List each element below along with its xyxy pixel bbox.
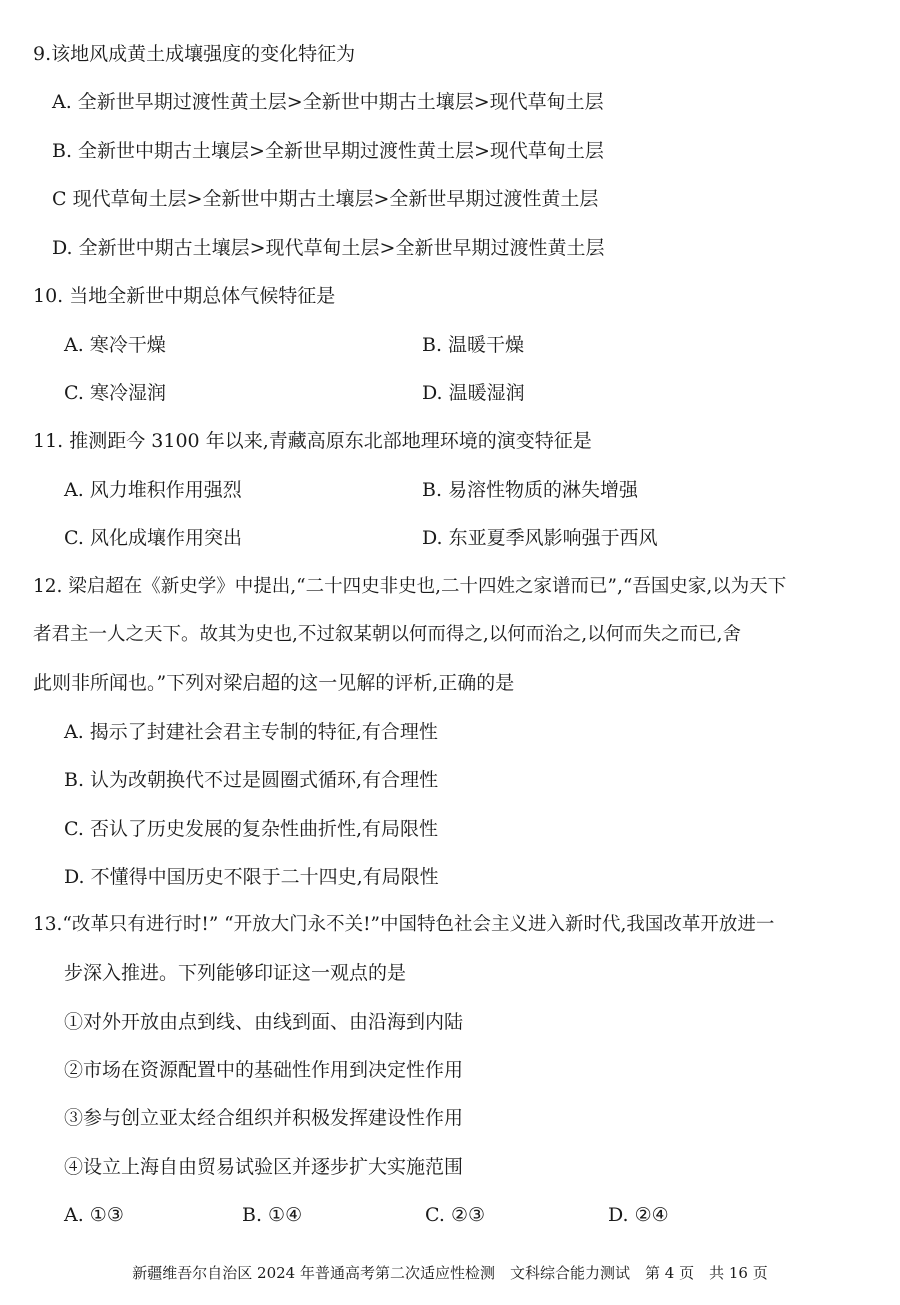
question-10-stem: 10. 当地全新世中期总体气候特征是 bbox=[33, 285, 336, 307]
q13-statement-3: ③参与创立亚太经合组织并积极发挥建设性作用 bbox=[64, 1107, 464, 1129]
q12-option-b: B. 认为改朝换代不过是圆圈式循环,有合理性 bbox=[64, 769, 439, 791]
q13-statement-4: ④设立上海自由贸易试验区并逐步扩大实施范围 bbox=[64, 1156, 464, 1178]
q11-option-b: B. 易溶性物质的淋失增强 bbox=[422, 479, 639, 501]
q10-option-c: C. 寒冷湿润 bbox=[64, 382, 166, 404]
q9-option-a: A. 全新世早期过渡性黄土层>全新世中期古土壤层>现代草甸土层 bbox=[52, 91, 604, 113]
q10-option-b: B. 温暖干燥 bbox=[422, 334, 525, 356]
q13-statement-1: ①对外开放由点到线、由线到面、由沿海到内陆 bbox=[64, 1011, 464, 1033]
q10-option-a: A. 寒冷干燥 bbox=[64, 334, 166, 356]
q12-option-a: A. 揭示了封建社会君主专制的特征,有合理性 bbox=[64, 721, 438, 743]
question-12-stem-line-1: 12. 梁启超在《新史学》中提出,“二十四史非史也,二十四姓之家谱而已”,“吾国史家,以为天下 bbox=[33, 576, 787, 597]
question-13-stem-line-2: 步深入推进。下列能够印证这一观点的是 bbox=[64, 962, 407, 984]
q11-option-a: A. 风力堆积作用强烈 bbox=[64, 479, 242, 501]
q13-statement-2: ②市场在资源配置中的基础性作用到决定性作用 bbox=[64, 1059, 464, 1081]
q9-option-c: C 现代草甸土层>全新世中期古土壤层>全新世早期过渡性黄土层 bbox=[52, 188, 599, 210]
question-13-stem-line-1: 13.“改革只有进行时!” “开放大门永不关!”中国特色社会主义进入新时代,我国改革开放进一 bbox=[33, 914, 775, 935]
question-12-stem-line-3: 此则非所闻也。”下列对梁启超的这一见解的评析,正确的是 bbox=[33, 672, 515, 694]
q13-option-b: B. ①④ bbox=[242, 1204, 303, 1226]
q13-option-c: C. ②③ bbox=[425, 1204, 486, 1226]
q11-option-c: C. 风化成壤作用突出 bbox=[64, 527, 242, 549]
question-9-stem: 9.该地风成黄土成壤强度的变化特征为 bbox=[33, 43, 356, 65]
q13-option-d: D. ②④ bbox=[608, 1204, 669, 1226]
question-11-stem: 11. 推测距今 3100 年以来,青藏高原东北部地理环境的演变特征是 bbox=[33, 430, 592, 452]
page-footer: 新疆维吾尔自治区 2024 年普通高考第二次适应性检测 文科综合能力测试 第 4 页 共 16 页 bbox=[132, 1264, 768, 1282]
q9-option-d: D. 全新世中期古土壤层>现代草甸土层>全新世早期过渡性黄土层 bbox=[52, 237, 605, 259]
q12-option-d: D. 不懂得中国历史不限于二十四史,有局限性 bbox=[64, 866, 439, 888]
question-12-stem-line-2: 者君主一人之天下。故其为史也,不过叙某朝以何而得之,以何而治之,以何而失之而已,舍 bbox=[33, 624, 742, 645]
q9-option-b: B. 全新世中期古土壤层>全新世早期过渡性黄土层>现代草甸土层 bbox=[52, 140, 604, 162]
q10-option-d: D. 温暖湿润 bbox=[422, 382, 525, 404]
q13-option-a: A. ①③ bbox=[64, 1204, 124, 1226]
q11-option-d: D. 东亚夏季风影响强于西风 bbox=[422, 527, 658, 549]
q12-option-c: C. 否认了历史发展的复杂性曲折性,有局限性 bbox=[64, 818, 438, 840]
